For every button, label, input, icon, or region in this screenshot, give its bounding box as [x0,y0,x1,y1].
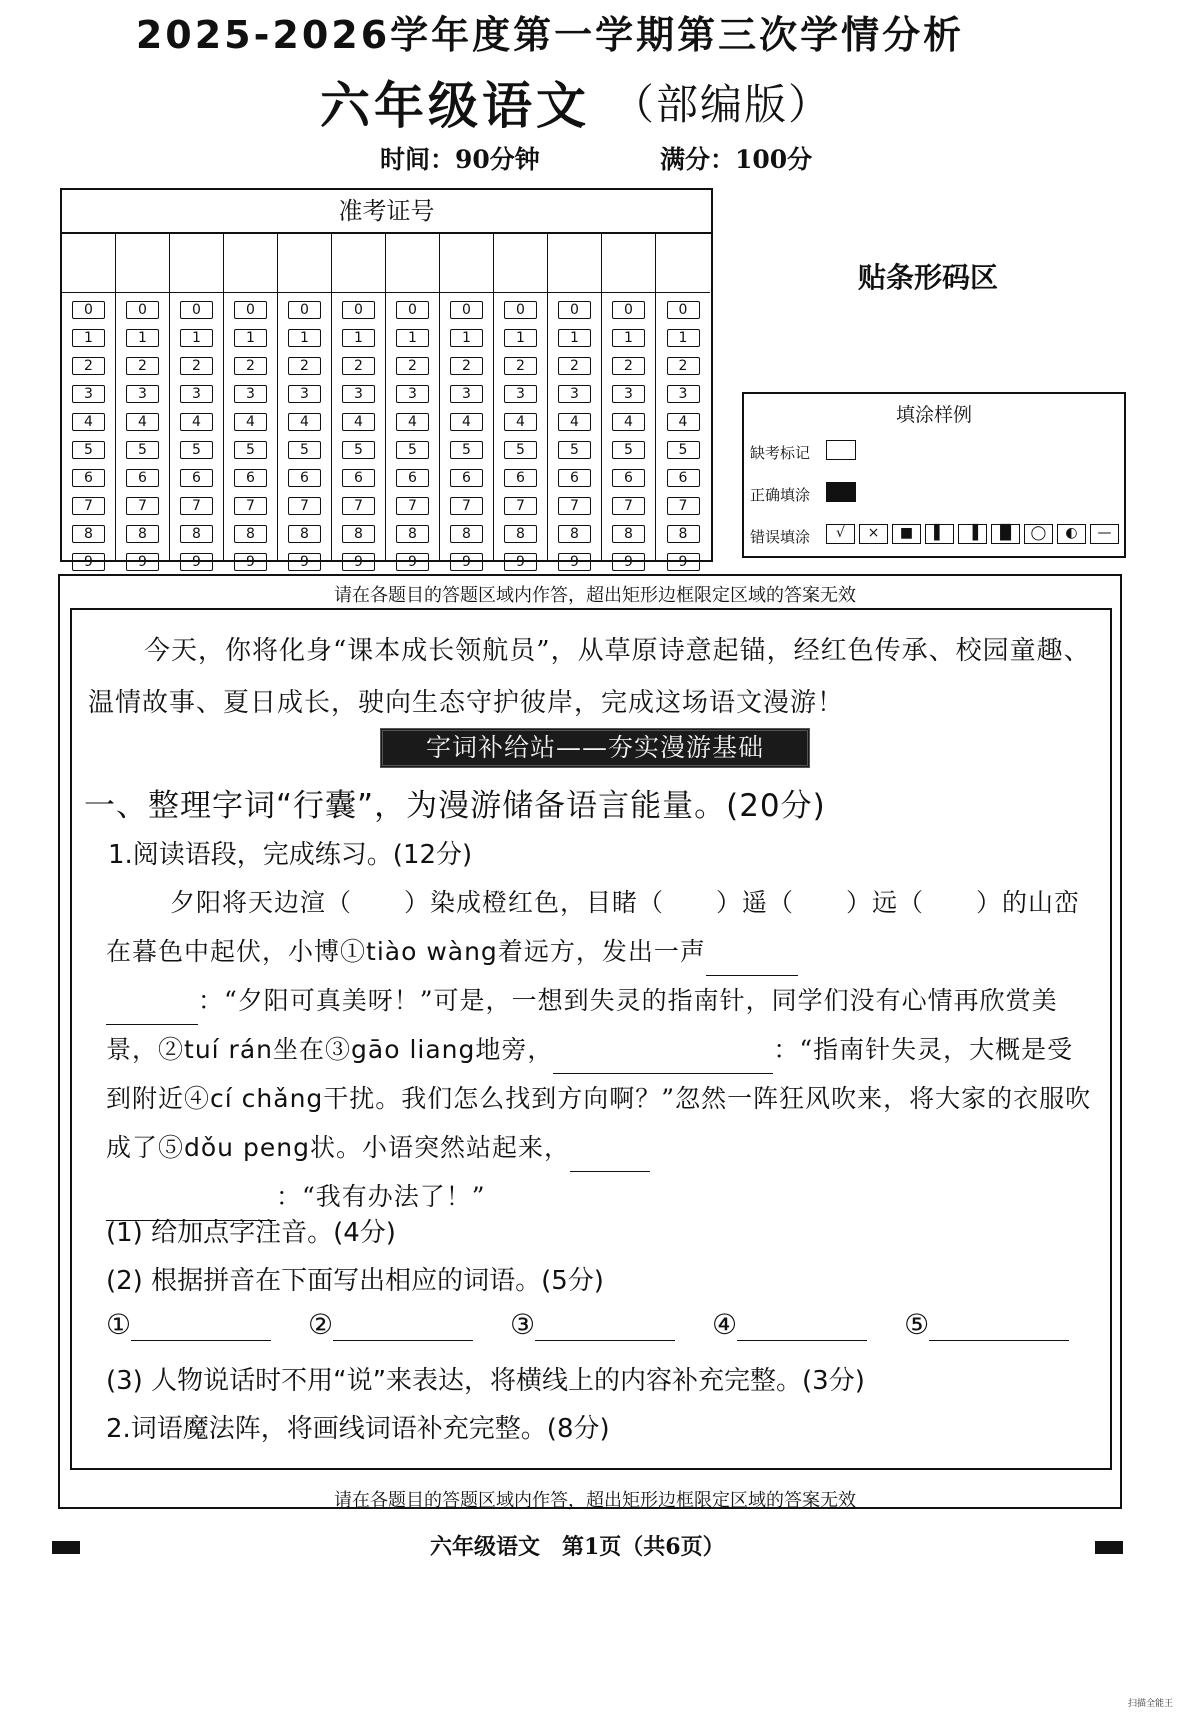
exam-id-bubble[interactable]: 3 [180,385,213,403]
exam-id-bubble[interactable]: 2 [612,357,645,375]
pinyin-2: tuí rán [184,1035,273,1064]
wrong-fill-swatch: ▌ [925,524,954,544]
exam-id-bubble[interactable]: 6 [180,469,213,487]
exam-id-bubble[interactable]: 4 [234,413,267,431]
exam-id-bubble[interactable]: 9 [126,553,159,571]
exam-id-bubble[interactable]: 6 [450,469,483,487]
passage-text-8: 状。小语突然站起来， [309,1133,570,1162]
exam-id-bubble[interactable]: 3 [342,385,375,403]
exam-id-bubble[interactable]: 6 [558,469,591,487]
absent-checkbox[interactable] [826,440,856,460]
exam-id-column [62,232,116,570]
exam-id-bubble[interactable]: 0 [504,301,537,319]
exam-id-bubble[interactable]: 3 [504,385,537,403]
exam-id-write-cell[interactable] [332,232,385,293]
exam-id-bubble[interactable]: 3 [612,385,645,403]
exam-id-write-cell[interactable] [170,232,223,293]
exam-id-bubble[interactable]: 5 [558,441,591,459]
exam-id-bubble[interactable]: 7 [72,497,105,515]
exam-id-bubble[interactable]: 8 [450,525,483,543]
exam-id-bubble[interactable]: 3 [667,385,700,403]
exam-id-bubble[interactable]: 4 [612,413,645,431]
passage-text-2: 着远方，发出一声 [497,937,706,966]
answer-blank-2[interactable] [553,1043,773,1074]
exam-id-bubble[interactable]: 9 [612,553,645,571]
answer-warning-top: 请在各题目的答题区域内作答，超出矩形边框限定区域的答案无效 [334,585,856,606]
exam-id-bubble[interactable]: 4 [558,413,591,431]
section-banner: 字词补给站——夯实漫游基础 [380,728,810,768]
exam-id-bubble[interactable]: 8 [504,525,537,543]
exam-id-bubble[interactable]: 7 [126,497,159,515]
answer-blank-1b[interactable] [106,994,198,1025]
answer-num-1: ① [106,1308,132,1341]
exam-id-bubble[interactable]: 8 [288,525,321,543]
exam-id-write-cell[interactable] [224,232,277,293]
wrong-fill-swatch: █ [991,524,1020,544]
exam-id-bubble[interactable]: 7 [558,497,591,515]
exam-id-bubble[interactable]: 3 [126,385,159,403]
exam-id-bubble[interactable]: 0 [234,301,267,319]
answer-blank-1[interactable] [706,945,798,976]
exam-id-bubble[interactable]: 3 [234,385,267,403]
exam-id-column [224,232,278,570]
exam-id-column [656,232,710,570]
exam-id-bubble[interactable]: 1 [396,329,429,347]
exam-id-write-cell[interactable] [440,232,493,293]
answer-line-2[interactable] [333,1312,473,1341]
pinyin-3: gāo liang [351,1035,476,1064]
wrong-fill-swatch: × [859,524,888,544]
exam-id-bubble[interactable]: 9 [396,553,429,571]
exam-id-column [116,232,170,570]
correct-fill-label: 正确填涂 [750,486,811,504]
exam-id-write-cell[interactable] [602,232,655,293]
exam-id-bubble[interactable]: 2 [450,357,483,375]
exam-id-bubble[interactable]: 7 [396,497,429,515]
exam-id-bubble[interactable]: 7 [234,497,267,515]
exam-id-bubble[interactable]: 7 [612,497,645,515]
sub-question-3: (3) 人物说话时不用“说”来表达，将横线上的内容补充完整。(3分) [106,1366,865,1396]
exam-id-bubble[interactable]: 3 [396,385,429,403]
exam-id-write-cell[interactable] [386,232,439,293]
exam-id-title: 准考证号 [62,190,711,234]
exam-id-bubble[interactable]: 0 [342,301,375,319]
wrong-fill-label: 错误填涂 [750,528,811,546]
passage-text-4: 坐在③ [273,1035,352,1064]
exam-id-bubble[interactable]: 4 [504,413,537,431]
exam-id-bubble[interactable]: 6 [612,469,645,487]
pinyin-answer-row [106,1308,1069,1341]
exam-id-bubble[interactable]: 1 [504,329,537,347]
answer-blank-3[interactable] [570,1141,650,1172]
exam-id-bubble[interactable]: 5 [180,441,213,459]
answer-num-5: ⑤ [904,1308,930,1341]
exam-id-bubble[interactable]: 6 [72,469,105,487]
exam-id-bubble[interactable]: 9 [342,553,375,571]
exam-id-bubble[interactable]: 1 [558,329,591,347]
correct-fill-swatch [826,482,856,502]
exam-id-bubble[interactable]: 0 [396,301,429,319]
exam-id-bubble[interactable]: 8 [558,525,591,543]
exam-id-bubble[interactable]: 7 [180,497,213,515]
exam-id-bubble[interactable]: 2 [396,357,429,375]
exam-id-bubble[interactable]: 6 [342,469,375,487]
answer-num-3: ③ [510,1308,536,1341]
exam-id-bubble[interactable]: 8 [180,525,213,543]
answer-warning-bottom: 请在各题目的答题区域内作答，超出矩形边框限定区域的答案无效 [334,1490,856,1511]
exam-id-column [386,232,440,570]
exam-id-bubble[interactable]: 9 [234,553,267,571]
fill-sample-box [742,392,1126,558]
exam-id-bubble[interactable]: 7 [288,497,321,515]
exam-id-bubble[interactable]: 2 [288,357,321,375]
pinyin-4: cí chǎng [210,1084,324,1113]
answer-num-2: ② [308,1308,334,1341]
exam-id-write-cell[interactable] [116,232,169,293]
answer-line-4[interactable] [737,1312,867,1341]
exam-id-bubble[interactable]: 8 [667,525,700,543]
exam-id-bubble[interactable]: 9 [558,553,591,571]
exam-id-bubble[interactable]: 6 [504,469,537,487]
exam-id-bubble[interactable]: 2 [234,357,267,375]
exam-id-column [494,232,548,570]
exam-id-bubble[interactable]: 4 [396,413,429,431]
exam-id-bubble[interactable]: 4 [342,413,375,431]
question-2-title: 2.词语魔法阵，将画线词语补充完整。(8分) [106,1414,610,1444]
exam-id-column [548,232,602,570]
edition-label: （部编版） [612,80,833,129]
scanner-watermark: 扫描全能王 [1128,1699,1174,1709]
exam-id-bubble[interactable]: 4 [180,413,213,431]
exam-id-bubble[interactable]: 0 [180,301,213,319]
exam-id-column [332,232,386,570]
exam-id-bubble[interactable]: 7 [504,497,537,515]
exam-id-bubble[interactable]: 8 [396,525,429,543]
exam-id-bubble[interactable]: 5 [504,441,537,459]
exam-id-bubble[interactable]: 2 [342,357,375,375]
exam-id-bubble[interactable]: 0 [72,301,105,319]
wrong-fill-swatch: ▐ [958,524,987,544]
passage-text-3: ：“夕阳可真美呀！”可是，一想到失灵的指南针，同学们没有心情再欣赏美景，② [106,986,1058,1064]
alignment-mark-left [52,1541,80,1554]
exam-id-bubble[interactable]: 2 [180,357,213,375]
exam-id-bubble[interactable]: 5 [612,441,645,459]
exam-id-bubble[interactable]: 2 [126,357,159,375]
page-footer: 六年级语文 第1页（共6页） [430,1534,725,1560]
sub-question-1: (1) 给加点字注音。(4分) [106,1218,396,1248]
answer-num-4: ④ [712,1308,738,1341]
exam-id-bubble[interactable]: 0 [450,301,483,319]
exam-time: 时间：90分钟 [380,145,540,174]
exam-id-bubble[interactable]: 0 [288,301,321,319]
sub-question-2: (2) 根据拼音在下面写出相应的词语。(5分) [106,1266,604,1296]
passage-text-9: ：“我有办法了！” [276,1182,486,1211]
exam-id-bubble[interactable]: 8 [612,525,645,543]
exam-id-bubble[interactable]: 8 [126,525,159,543]
exam-id-bubble[interactable]: 0 [612,301,645,319]
wrong-fill-swatch: — [1090,524,1119,544]
exam-id-bubble[interactable]: 1 [234,329,267,347]
answer-line-1[interactable] [131,1312,271,1341]
exam-id-write-cell[interactable] [278,232,331,293]
exam-id-bubble[interactable]: 7 [450,497,483,515]
intro-paragraph: 今天，你将化身“课本成长领航员”，从草原诗意起锚，经红色传承、校园童趣、温情故事、夏日成长，驶向生态守护彼岸，完成这场语文漫游！ [88,636,1091,718]
exam-id-write-cell[interactable] [494,232,547,293]
exam-title: 2025-2026学年度第一学期第三次学情分析 [135,13,965,57]
exam-id-bubble[interactable]: 6 [396,469,429,487]
exam-id-bubble[interactable]: 7 [342,497,375,515]
passage-text-6: ：“指南针失灵，大概是受到附近④ [106,1035,1074,1113]
exam-id-grid [60,188,713,570]
exam-id-bubble[interactable]: 0 [558,301,591,319]
exam-id-bubble[interactable]: 0 [667,301,700,319]
exam-id-bubble[interactable]: 9 [504,553,537,571]
exam-id-bubble[interactable]: 2 [72,357,105,375]
passage-text-7: 干扰。我们怎么找到方向啊？”忽然一阵狂风吹来，将大家的衣服吹成了⑤ [106,1084,1092,1162]
exam-id-bubble[interactable]: 9 [180,553,213,571]
exam-id-bubble[interactable]: 4 [72,413,105,431]
passage-text-1: 夕阳将天边渲（ ）染成橙红色，目睹（ ）遥（ ）远（ ）的山峦在暮色中起伏，小博① [106,888,1081,966]
exam-id-bubble[interactable]: 3 [288,385,321,403]
exam-id-bubble[interactable]: 1 [667,329,700,347]
exam-id-bubble[interactable]: 4 [667,413,700,431]
pinyin-5: dǒu peng [184,1133,310,1162]
question-1-title: 1.阅读语段，完成练习。(12分) [108,840,473,870]
exam-id-bubble[interactable]: 5 [288,441,321,459]
exam-id-bubble[interactable]: 1 [288,329,321,347]
section-1-heading: 一、整理字词“行囊”，为漫游储备语言能量。(20分) [84,788,826,824]
wrong-fill-swatch: ◐ [1057,524,1086,544]
exam-id-write-cell[interactable] [656,232,710,293]
wrong-fill-swatch: ◯ [1024,524,1053,544]
exam-id-bubble[interactable]: 3 [450,385,483,403]
exam-id-bubble[interactable]: 6 [288,469,321,487]
exam-id-bubble[interactable]: 8 [342,525,375,543]
subject-title: 六年级语文 [320,77,590,135]
exam-id-bubble[interactable]: 4 [126,413,159,431]
exam-id-bubble[interactable]: 6 [667,469,700,487]
exam-id-bubble[interactable]: 5 [667,441,700,459]
alignment-mark-right [1095,1541,1123,1554]
answer-line-3[interactable] [535,1312,675,1341]
wrong-fill-swatch: ■ [892,524,921,544]
exam-id-bubble[interactable]: 9 [450,553,483,571]
exam-id-bubble[interactable]: 0 [126,301,159,319]
exam-id-bubble[interactable]: 4 [288,413,321,431]
exam-id-bubble[interactable]: 5 [396,441,429,459]
barcode-area: 贴条形码区 [858,261,999,294]
exam-id-column [278,232,332,570]
exam-id-bubble[interactable]: 1 [126,329,159,347]
absent-label: 缺考标记 [750,444,811,462]
fill-sample-title: 填涂样例 [895,404,972,426]
exam-id-bubble[interactable]: 4 [450,413,483,431]
exam-id-bubble[interactable]: 8 [234,525,267,543]
exam-id-bubble[interactable]: 9 [288,553,321,571]
exam-id-bubble[interactable]: 1 [612,329,645,347]
exam-id-bubble[interactable]: 3 [558,385,591,403]
exam-id-write-cell[interactable] [548,232,601,293]
exam-id-bubble[interactable]: 2 [667,357,700,375]
exam-id-bubble[interactable]: 2 [504,357,537,375]
exam-id-column [602,232,656,570]
answer-line-5[interactable] [929,1312,1069,1341]
passage-text-5: 地旁， [475,1035,554,1064]
wrong-fill-swatches [826,524,1119,544]
exam-id-bubble[interactable]: 9 [667,553,700,571]
exam-id-bubble[interactable]: 5 [450,441,483,459]
exam-id-column [440,232,494,570]
exam-id-bubble[interactable]: 7 [667,497,700,515]
exam-id-bubble[interactable]: 6 [126,469,159,487]
pinyin-1: tiào wàng [366,937,498,966]
exam-id-bubble[interactable]: 5 [234,441,267,459]
reading-passage [106,878,1096,1221]
exam-id-bubble[interactable]: 5 [342,441,375,459]
exam-id-bubble[interactable]: 8 [72,525,105,543]
wrong-fill-swatch: √ [826,524,855,544]
exam-id-write-cell[interactable] [62,232,115,293]
exam-id-bubble[interactable]: 1 [72,329,105,347]
exam-id-bubble[interactable]: 5 [72,441,105,459]
exam-id-bubble[interactable]: 1 [180,329,213,347]
exam-id-bubble[interactable]: 1 [450,329,483,347]
exam-id-bubble[interactable]: 6 [234,469,267,487]
exam-id-bubble[interactable]: 3 [72,385,105,403]
exam-id-bubble[interactable]: 9 [72,553,105,571]
exam-id-bubble[interactable]: 5 [126,441,159,459]
exam-id-bubble[interactable]: 2 [558,357,591,375]
full-score: 满分：100分 [660,145,813,174]
exam-id-column [170,232,224,570]
exam-id-bubble[interactable]: 1 [342,329,375,347]
